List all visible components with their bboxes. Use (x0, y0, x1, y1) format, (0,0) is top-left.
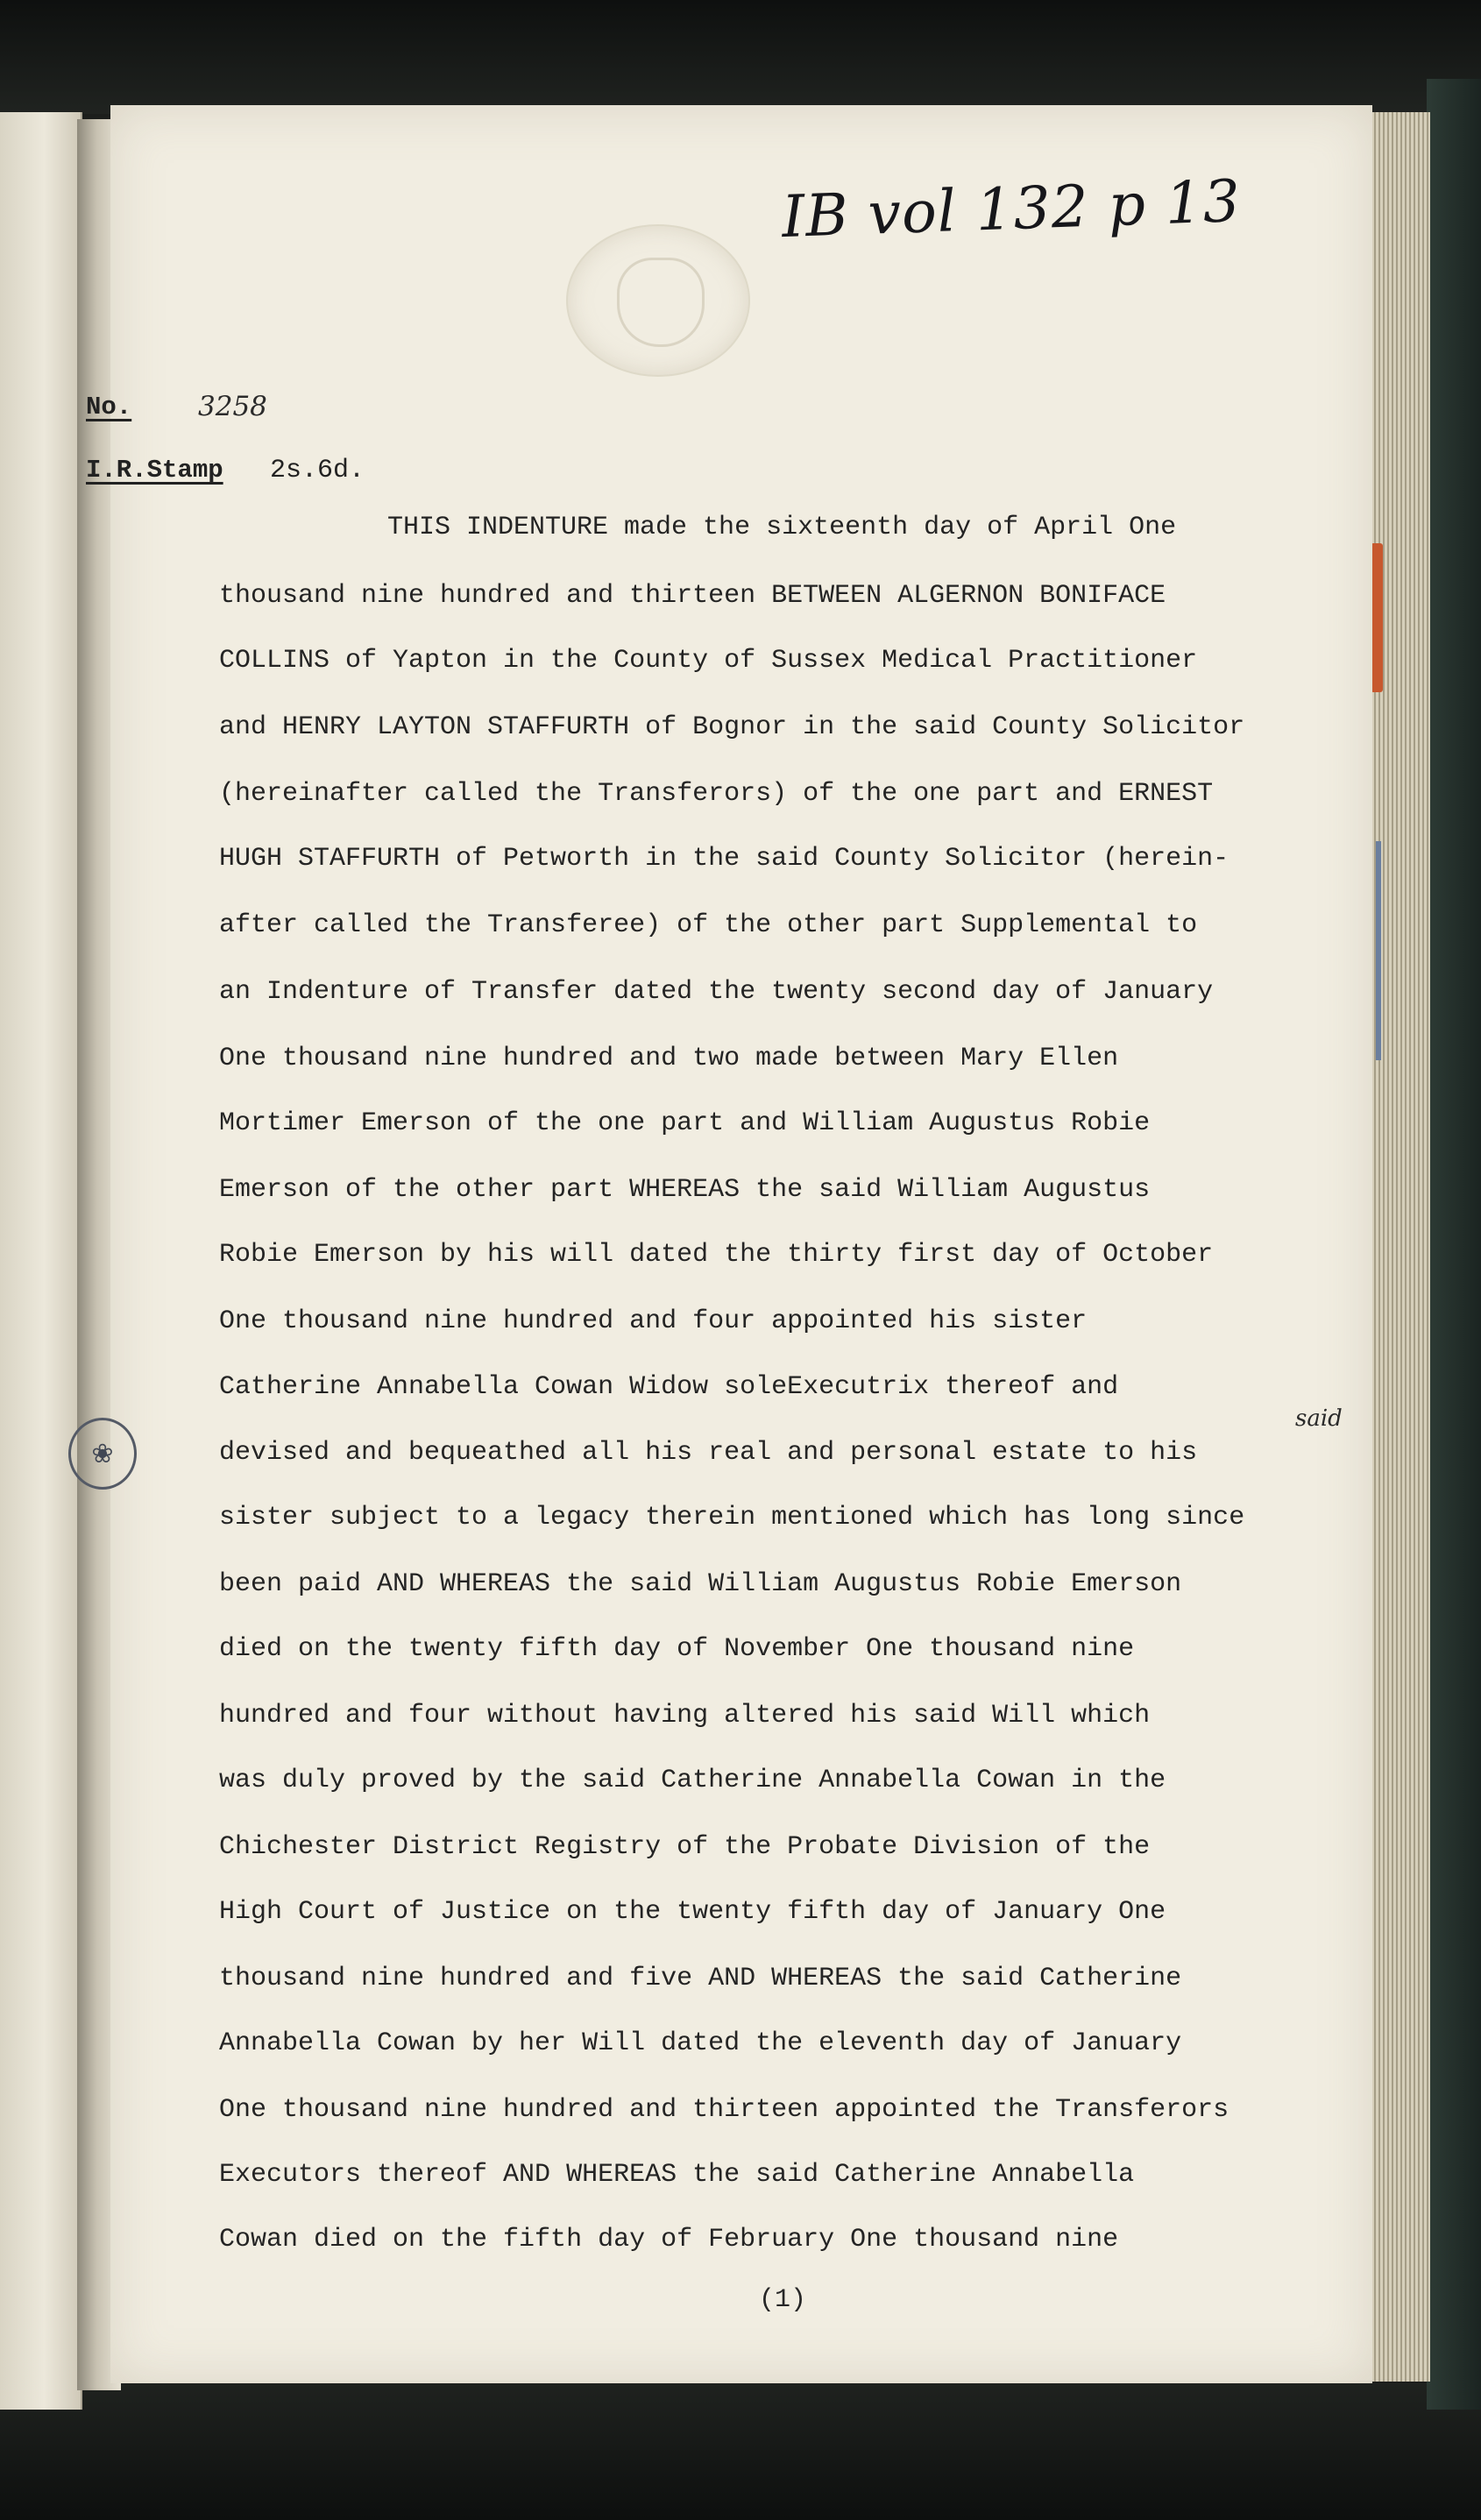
text-line: COLLINS of Yapton in the County of Sussex Medical Practitioner (219, 646, 1198, 676)
text-line: High Court of Justice on the twenty fifth day of January One (219, 1897, 1166, 1927)
text-line: Robie Emerson by his will dated the thirty first day of October (219, 1240, 1214, 1270)
text-line: hundred and four without having altered his said Will which (219, 1701, 1151, 1731)
text-line: Cowan died on the fifth day of February One thousand nine (219, 2225, 1119, 2255)
text-line: Chichester District Registry of the Probate Division of the (219, 1832, 1151, 1862)
archive-stamp-icon: ❀ (68, 1418, 137, 1490)
text-line: died on the twenty fifth day of November One thousand nine (219, 1634, 1135, 1664)
text-line: devised and bequeathed all his real and personal estate to his (219, 1438, 1198, 1468)
text-line: sister subject to a legacy therein mentioned which has long since (219, 1503, 1245, 1533)
book-binding (1427, 79, 1481, 2410)
text-line: One thousand nine hundred and four appointed his sister (219, 1306, 1088, 1336)
text-line: been paid AND WHEREAS the said William Augustus Robie Emerson (219, 1569, 1182, 1599)
handwritten-reference: IB vol 132 p 13 (780, 166, 1243, 251)
background-bottom (0, 2383, 1481, 2520)
text-line: and HENRY LAYTON STAFFURTH of Bognor in the said County Solicitor (219, 712, 1245, 742)
text-line: Catherine Annabella Cowan Widow soleExecutrix thereof and (219, 1372, 1119, 1402)
red-page-tab (1371, 543, 1383, 692)
text-line: after called the Transferee) of the other part Supplemental to (219, 910, 1198, 940)
text-line: was duly proved by the said Catherine Annabella Cowan in the (219, 1766, 1166, 1795)
text-line: One thousand nine hundred and two made between Mary Ellen (219, 1044, 1119, 1073)
text-line: HUGH STAFFURTH of Petworth in the said County Solicitor (herein- (219, 844, 1229, 874)
blue-page-tab (1376, 841, 1381, 1060)
text-line: (hereinafter called the Transferors) of the one part and ERNEST (219, 779, 1214, 809)
document-number-label: No. (86, 393, 132, 421)
text-line: Emerson of the other part WHEREAS the said William Augustus (219, 1175, 1151, 1205)
text-line: thousand nine hundred and thirteen BETWEEN ALGERNON BONIFACE (219, 581, 1166, 611)
text-line: One thousand nine hundred and thirteen appointed the Transferors (219, 2095, 1229, 2125)
text-line: THIS INDENTURE made the sixteenth day of April One (387, 513, 1177, 542)
text-line: Mortimer Emerson of the one part and William Augustus Robie (219, 1108, 1151, 1138)
stamp-duty-value: 2s.6d. (270, 456, 365, 485)
text-line: Executors thereof AND WHEREAS the said Catherine Annabella (219, 2160, 1135, 2190)
document-number-value: 3258 (198, 391, 267, 422)
handwritten-insertion: said (1295, 1405, 1343, 1432)
embossed-seal-icon (568, 226, 748, 375)
facing-page-edge (0, 112, 82, 2410)
page-edges (1367, 112, 1430, 2382)
text-line: Annabella Cowan by her Will dated the eleventh day of January (219, 2028, 1182, 2058)
text-line: an Indenture of Transfer dated the twenty second day of January (219, 977, 1214, 1007)
stamp-duty-label: I.R.Stamp (86, 456, 223, 485)
text-line: thousand nine hundred and five AND WHEREAS the said Catherine (219, 1964, 1182, 1993)
background-top (0, 0, 1481, 114)
page-number: (1) (759, 2285, 807, 2315)
